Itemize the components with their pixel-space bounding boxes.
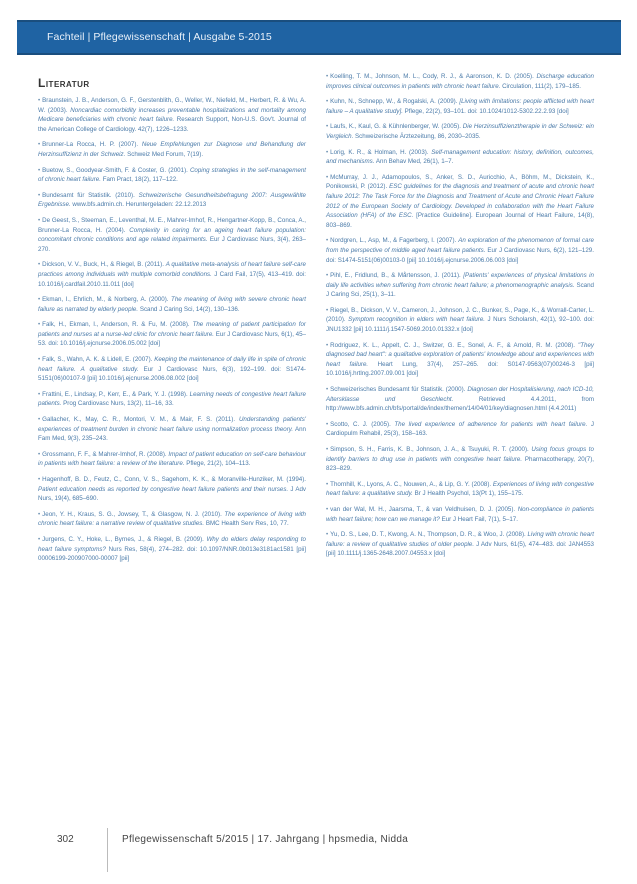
reference-source: [Practice Guideline]. European Journal of Heart Failure, 14(8), 803–869. [326, 212, 594, 229]
reference-source: Retrieved 4.4.2011, from http://www.bfs.admin.ch/bfs/portal/de/index/themen/14/04/01/key/diagnosen.html (4.4.2011) [326, 395, 594, 413]
reference-title: "They diagnosed bad heart": a qualitative exploration of patients' knowledge about and experiences with heart failure. [326, 341, 594, 368]
reference-item [326, 97, 594, 116]
bullet-icon: • [326, 480, 329, 488]
reference-title: Self-management education: history, definition, outcomes, and mechanisms. [326, 148, 594, 166]
reference-title: Living with chronic heart failure: a review of qualitative studies of older people. [326, 531, 594, 548]
reference-item [326, 445, 594, 474]
bullet-icon: • [38, 390, 41, 398]
bullet-icon: • [38, 356, 41, 364]
reference-source: BMC Health Serv Res, 10, 77. [205, 520, 289, 528]
bullet-icon: • [38, 321, 41, 329]
reference-title: Non-compliance in patients with heart failure; how can we manage it? [326, 505, 594, 523]
reference-title: Keeping the maintenance of daily life in spite of chronic heart failure. A qualitative study. [38, 356, 306, 373]
reference-source: Pharmacotherapy, 20(7), 823–829. [326, 455, 594, 473]
reference-item [38, 96, 306, 134]
reference-source: Scand J Caring Sci, 25(1), 3–11. [326, 281, 594, 299]
reference-item [326, 271, 594, 300]
reference-authors: Scotto, C. J. (2005). [330, 420, 391, 428]
page-number: 302 [57, 834, 74, 845]
bullet-icon: • [326, 306, 329, 314]
reference-item [38, 415, 306, 444]
reference-item [38, 355, 306, 384]
reference-title: Understanding patients' experiences of treatment burden in chronic heart failure using normalization process theory. [38, 416, 306, 433]
bullet-icon: • [38, 261, 41, 269]
reference-item [326, 148, 594, 167]
reference-title: Schweizerische Gesundheitsbefragung 2007: Ausgewählte Ergebnisse. [38, 191, 306, 209]
reference-item [326, 236, 594, 265]
reference-item [326, 505, 594, 524]
reference-source: J Adv Nurs, 61(5), 474–483. doi: JAN4553 [pii] 10.1111/j.1365-2648.2007.04553.x [doi] [326, 540, 594, 558]
reference-authors: van der Wal, M. H., Jaarsma, T., & van Veldhuisen, D. J. (2005). [330, 505, 516, 513]
reference-authors: Nordgren, L., Asp, M., & Fagerberg, I. (2007). [330, 237, 457, 245]
reference-authors: Falk, H., Ekman, I., Anderson, R. & Fu, M. (2008). [42, 321, 190, 329]
reference-source: Circulation, 111(2), 179–185. [502, 82, 581, 90]
reference-authors: Thornhill, K., Lyons, A. C., Nouwen, A., & Lip, G. Y. (2008). [330, 480, 492, 488]
reference-title: The meaning of living with severe chronic heart failure as narrated by elderly people. [38, 296, 306, 313]
reference-title: Using focus groups to identify barriers to drug use in patients with congestive heart failure. [326, 446, 594, 463]
reference-item [326, 480, 594, 499]
bullet-icon: • [326, 173, 329, 181]
reference-source: Fam Pract, 18(2), 117–122. [102, 176, 178, 184]
reference-source: Eur J Cardiovasc Nurs, 3(4), 263–270. [38, 236, 306, 253]
reference-item [38, 191, 306, 210]
reference-item [38, 510, 306, 529]
bullet-icon: • [326, 531, 329, 539]
bullet-icon: • [326, 148, 329, 156]
reference-authors: Ekman, I., Ehrlich, M., & Norberg, A. (2000). [42, 296, 169, 304]
reference-title: Noncardiac comorbidity increases preventable hospitalizations and mortality among Medicare beneficiaries with chronic heart failure. [38, 106, 306, 124]
reference-authors: Jeon, Y. H., Kraus, S. G., Jowsey, T., & Glasgow, N. J. (2010). [42, 510, 222, 518]
references-left-column [38, 96, 306, 570]
bullet-icon: • [38, 535, 41, 543]
reference-title: [Living with limitations: people afflicted with heart failure – A qualitative study]. [326, 98, 594, 115]
reference-authors: Pihl, E., Fridlund, B., & Mårtensson, J. (2011). [330, 272, 461, 280]
reference-authors: Hagenhoff, B. D., Feutz, C., Conn, V. S., Sagehorn, K. K., & Moranville-Hunziker, M. (1994). [42, 476, 306, 483]
reference-source: Ann Behav Med, 26(1), 1–7. [375, 158, 454, 166]
reference-item [326, 385, 594, 414]
reference-authors: Braunstein, J. B., Anderson, G. F., Gerstenblith, G., Weller, W., Niefeld, M., Herbert, R. & Wu, A. W. (2003). [38, 97, 306, 114]
reference-authors: Jurgens, C. Y., Hoke, L., Byrnes, J., & Riegel, B. (2009). [42, 535, 204, 543]
reference-title: Why do elders delay responding to heart failure symptoms? [38, 535, 306, 553]
reference-authors: De Geest, S., Steeman, E., Leventhal, M. E., Mahrer-Imhof, R., Hengartner-Kopp, B., Conca, A., Brunner-La Rocca, H. (2004). [38, 216, 306, 234]
reference-item [38, 166, 306, 185]
reference-item [38, 535, 306, 564]
reference-authors: Yu, D. S., Lee, D. T., Kwong, A. N., Thompson, D. R., & Woo, J. (2008). [330, 531, 526, 539]
reference-source: Nurs Res, 58(4), 274–282. doi: 10.1097/NNR.0b013e3181ac1581 [pii] 00006199-200907000-00007 [pii] [38, 545, 306, 563]
bullet-icon: • [326, 386, 329, 394]
reference-item [38, 140, 306, 159]
reference-authors: Laufs, K., Kaul, G. & Kühnlenberger, W. (2005). [330, 123, 461, 131]
reference-title: Discharge education improves clinical outcomes in patients with chronic heart failure. [326, 73, 594, 90]
reference-source: Research Support, Non-U.S. Gov't. Journal of the American College of Cardiology. 42(7), 1226–1233. [38, 116, 306, 133]
reference-item [326, 306, 594, 335]
reference-title: Learning needs of congestive heart failure patients. [38, 390, 307, 408]
bullet-icon: • [326, 98, 329, 106]
bullet-icon: • [38, 296, 41, 304]
reference-authors: Dickson, V. V., Buck, H., & Riegel, B. (2011). [42, 261, 164, 269]
bullet-icon: • [38, 216, 41, 224]
reference-item [326, 173, 594, 231]
bullet-icon: • [38, 141, 41, 149]
bullet-icon: • [326, 272, 329, 280]
reference-authors: Frattini, E., Lindsay, P., Kerr, E., & Park, Y. J. (1998). [42, 390, 188, 398]
reference-item [38, 450, 306, 469]
reference-source: Pflege, 22(2), 93–101. doi: 10.1024/1012-5302.22.2.93 [doi] [404, 107, 569, 115]
reference-source: Eur J Cardiovasc Nurs, 6(1), 45–53. doi: 10.1016/j.ejcnurse.2006.05.002 [doi] [38, 330, 306, 348]
running-header-bar [17, 20, 621, 55]
reference-source: Eur J Cardiovasc Nurs, 6(3), 192–199. doi: S1474-5151(06)00107-9 [pii] 10.1016/j.ejcnurse.2006.08.002 [doi] [38, 365, 306, 383]
reference-authors: Rodriguez, K. L., Appelt, C. J., Switzer, G. E., Sonel, A. F., & Arnold, R. M. (2008). [330, 341, 575, 349]
reference-authors: Koelling, T. M., Johnson, M. L., Cody, R. J., & Aaronson, K. D. (2005). [330, 73, 534, 80]
reference-source: J Card Fail, 17(5), 413–419. doi: 10.1016/j.cardfail.2010.11.011 [doi] [38, 270, 306, 288]
reference-title: Experiences of living with congestive heart failure: a qualitative study. [326, 480, 594, 498]
reference-authors: Riegel, B., Dickson, V. V., Cameron, J., Johnson, J. C., Bunker, S., Page, K., & Worrall-Carter, L. (2010). [326, 306, 594, 324]
reference-title: Impact of patient education on self-care behaviour in patients with heart failure: a review of the literature. [38, 450, 306, 468]
reference-title: Complexity in caring for an ageing heart failure population: concomitant chronic conditions and age related impairments. [38, 226, 306, 244]
reference-authors: Grossmann, F. F., & Mahrer-Imhof, R. (2008). [42, 450, 167, 458]
reference-source: Prog Cardiovasc Nurs, 13(2), 11–16, 33. [63, 400, 174, 408]
bullet-icon: • [326, 505, 329, 513]
bullet-icon: • [326, 123, 329, 131]
reference-title: Patient education needs as reported by congestive heart failure patients and their nurses. [38, 485, 289, 493]
page-footer [0, 834, 637, 874]
reference-source: Schweiz Med Forum, 7(19). [127, 150, 204, 158]
reference-source: J Adv Nurs, 19(4), 685–690. [38, 485, 306, 503]
reference-title: Neue Empfehlungen zur Diagnose und Behandlung der Herzinsuffizienz in der Schweiz. [38, 141, 306, 158]
reference-title: Coping strategies in the self-management of chronic heart failure. [38, 166, 306, 184]
reference-authors: McMurray, J. J., Adamopoulos, S., Anker, S. D., Auricchio, A., Böhm, M., Dickstein, K., Ponikowski, P. (2012). [326, 173, 594, 191]
reference-item [326, 72, 594, 91]
reference-authors: Bundesamt für Statistik. (2010). [42, 191, 135, 199]
reference-title: An exploration of the phenomenon of formal care from the perspective of middle aged heart failure patients. [326, 237, 594, 254]
bullet-icon: • [38, 166, 41, 174]
reference-title: ESC guidelines for the diagnosis and treatment of acute and chronic heart failure 2012: The Task Force for the Diagnosis and Treatment of Acute and Chronic Heart Failure 2012 of the European Society of Cardiology. Developed in collaboration with the Heart Failure Association (HFA) of the ESC. [326, 183, 595, 220]
running-header-text: Fachteil | Pflegewissenschaft | Ausgabe 5-2015 [47, 31, 272, 43]
bullet-icon: • [38, 416, 41, 424]
reference-authors: Simpson, S. H., Farris, K. B., Johnson, J. A., & Tsuyuki, R. T. (2000). [330, 446, 529, 453]
reference-item [38, 390, 306, 409]
reference-title: The lived experience of adherence for patients with heart failure. [394, 420, 588, 428]
reference-item [38, 320, 306, 349]
reference-title: Diagnosen der Hospitalisierung, nach ICD-10, Altersklasse und Geschlecht. [326, 386, 594, 403]
bullet-icon: • [38, 450, 41, 458]
reference-item [38, 260, 306, 289]
reference-title: [Patients' experiences of physical limitations in daily life activities when suffering from chronic heart failure; a phenomenographic analysis. [326, 272, 594, 289]
reference-source: Ann Fam Med, 9(3), 235–243. [38, 425, 306, 443]
references-right-column [326, 72, 594, 565]
reference-source: Heart Lung, 37(4), 257–265. doi: S0147-9563(07)00246-3 [pii] 10.1016/j.hrtlng.2007.09.001 [doi] [326, 360, 594, 378]
reference-item [38, 475, 306, 504]
reference-source: Scand J Caring Sci, 14(2), 130–136. [139, 305, 240, 313]
reference-authors: Falk, S., Wahn, A. K. & Lidell, E. (2007). [42, 356, 153, 364]
reference-title: A qualitative meta-analysis of heart failure self-care practices among individuals with multiple comorbid conditions. [38, 261, 306, 278]
reference-source: Br J Health Psychol, 13(Pt 1), 155–175. [414, 490, 524, 498]
reference-authors: Brunner-La Rocca, H. P. (2007). [42, 141, 139, 149]
reference-source: Pflege, 21(2), 104–113. [186, 460, 251, 468]
footer-divider [107, 828, 108, 872]
reference-source: J Nurs Scholarsh, 42(1), 92–100. doi: JNU1332 [pii] 10.1111/j.1547-5069.2010.01332.x [doi] [326, 316, 594, 334]
bullet-icon: • [326, 237, 329, 245]
reference-source: www.bfs.admin.ch. Heruntergeladen: 22.12.2013 [72, 201, 207, 209]
bullet-icon: • [38, 510, 41, 518]
reference-authors: Lorig, K. R., & Holman, H. (2003). [330, 148, 429, 156]
bullet-icon: • [326, 341, 329, 349]
reference-title: The experience of living with chronic heart failure: a narrative review of qualitative studies. [38, 510, 306, 528]
bullet-icon: • [326, 420, 329, 428]
reference-item [326, 530, 594, 559]
reference-authors: Buetow, S., Goodyear-Smith, F. & Coster, G. (2001). [42, 166, 188, 174]
reference-item [326, 420, 594, 439]
reference-item [38, 216, 306, 254]
bullet-icon: • [38, 476, 41, 483]
bullet-icon: • [326, 446, 329, 453]
reference-title: Symptom recognition in elders with heart failure. [348, 316, 485, 324]
reference-source: J Cardiopulm Rehabil, 25(3), 158–163. [326, 420, 594, 438]
footer-text: Pflegewissenschaft 5/2015 | 17. Jahrgang | hpsmedia, Nidda [122, 834, 409, 845]
reference-title: Die Herzinsuffizienztherapie in der Schweiz: ein Vergleich. [326, 123, 594, 140]
reference-item [326, 122, 594, 141]
reference-item [326, 341, 594, 379]
bullet-icon: • [326, 73, 329, 80]
reference-authors: Kuhn, N., Schnepp, W., & Rogalski, A. (2009). [330, 98, 458, 106]
bullet-icon: • [38, 97, 41, 104]
reference-authors: Gallacher, K., May, C. R., Montori, V. M., & Mair, F. S. (2011). [42, 416, 236, 424]
reference-item [38, 295, 306, 314]
reference-source: Schweizerische Ärztezeitung, 86, 2030–2035. [355, 132, 481, 140]
reference-source: Eur J Heart Fail, 7(1), 5–17. [441, 515, 518, 523]
reference-title: The meaning of patient participation for patients and nurses at a nurse-led clinic for chronic heart failure. [38, 321, 306, 338]
reference-source: Eur J Cardiovasc Nurs, 6(2), 121–129. doi: S1474-5151(06)00103-0 [pii] 10.1016/j.ejcnurse.2006.06.003 [doi] [326, 246, 594, 264]
section-title: Literatur [38, 76, 90, 90]
bullet-icon: • [38, 191, 41, 199]
reference-authors: Schweizerisches Bundesamt für Statistik. (2000). [330, 386, 466, 394]
